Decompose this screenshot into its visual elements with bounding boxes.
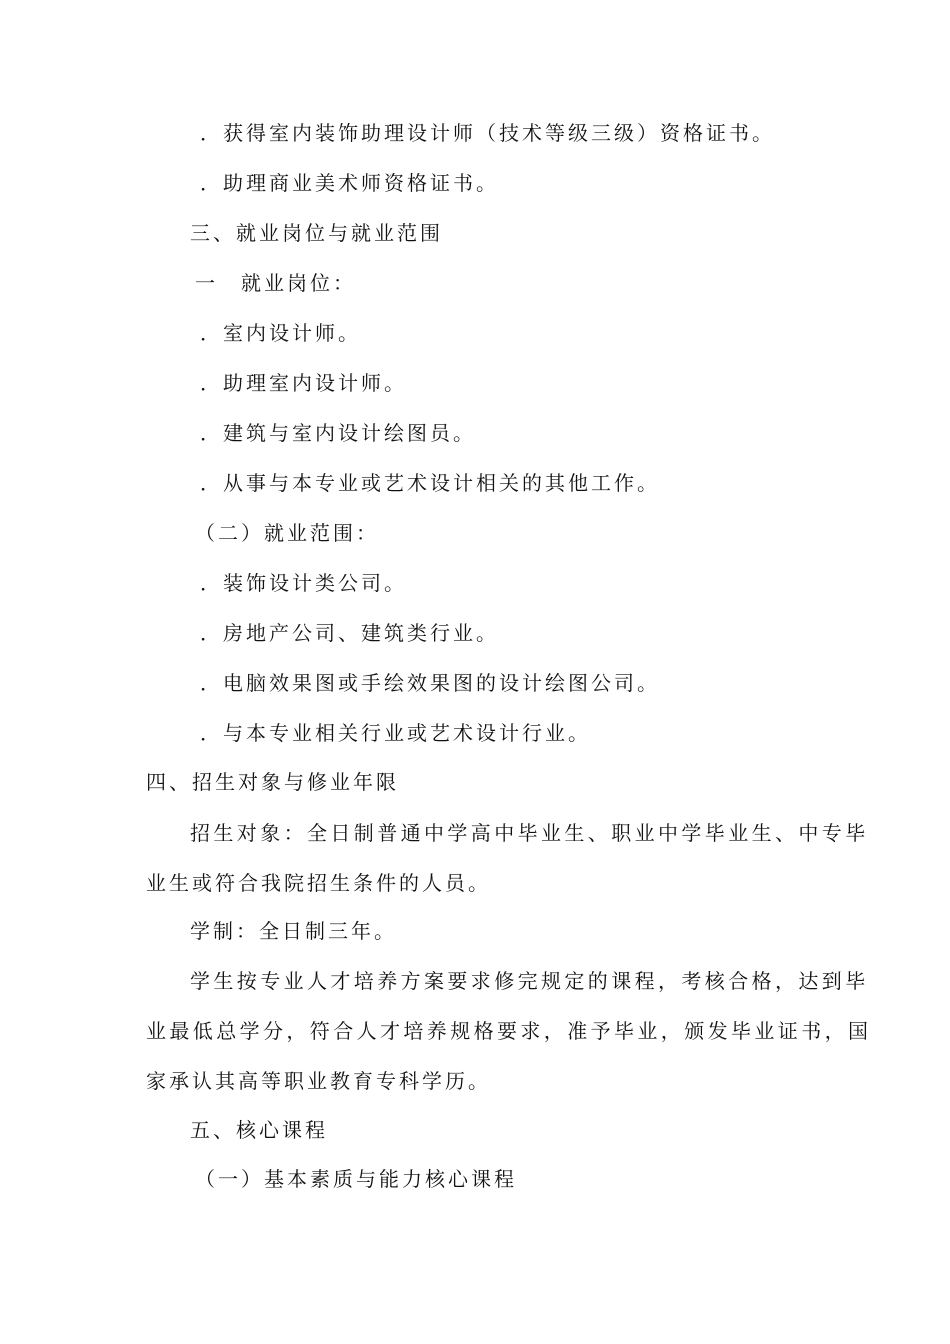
list-item: ．电脑效果图或手绘效果图的设计绘图公司。 [200,671,660,695]
section-heading-enrollment: 四、招生对象与修业年限 [146,770,399,794]
subheading-basic-quality-courses: （一）基本素质与能力核心课程 [195,1167,517,1191]
paragraph-line: 招生对象：全日制普通中学高中毕业生、职业中学毕业生、中专毕 [190,821,869,845]
paragraph-line: 家承认其高等职业教育专科学历。 [146,1069,491,1093]
paragraph-line: 业最低总学分，符合人才培养规格要求，准予毕业，颁发毕业证书，国 [146,1019,872,1043]
paragraph-line: 学制：全日制三年。 [190,919,397,943]
subheading-job-positions: 一 就业岗位： [195,271,356,295]
paragraph-line: 学生按专业人才培养方案要求修完规定的课程，考核合格，达到毕 [190,969,869,993]
section-heading-employment: 三、就业岗位与就业范围 [190,221,443,245]
cert-interior-assistant-designer: ．获得室内装饰助理设计师（技术等级三级）资格证书。 [200,121,775,145]
list-item: ．房地产公司、建筑类行业。 [200,621,499,645]
list-item: ．从事与本专业或艺术设计相关的其他工作。 [200,471,660,495]
list-item: ．助理室内设计师。 [200,371,407,395]
list-item: ．装饰设计类公司。 [200,571,407,595]
list-item: ．建筑与室内设计绘图员。 [200,421,476,445]
list-item: ．室内设计师。 [200,321,361,345]
subheading-employment-scope: （二）就业范围： [195,521,379,545]
list-item: ．与本专业相关行业或艺术设计行业。 [200,721,591,745]
section-heading-core-courses: 五、核心课程 [190,1118,328,1142]
paragraph-line: 业生或符合我院招生条件的人员。 [146,871,491,895]
cert-commercial-artist: ．助理商业美术师资格证书。 [200,171,499,195]
